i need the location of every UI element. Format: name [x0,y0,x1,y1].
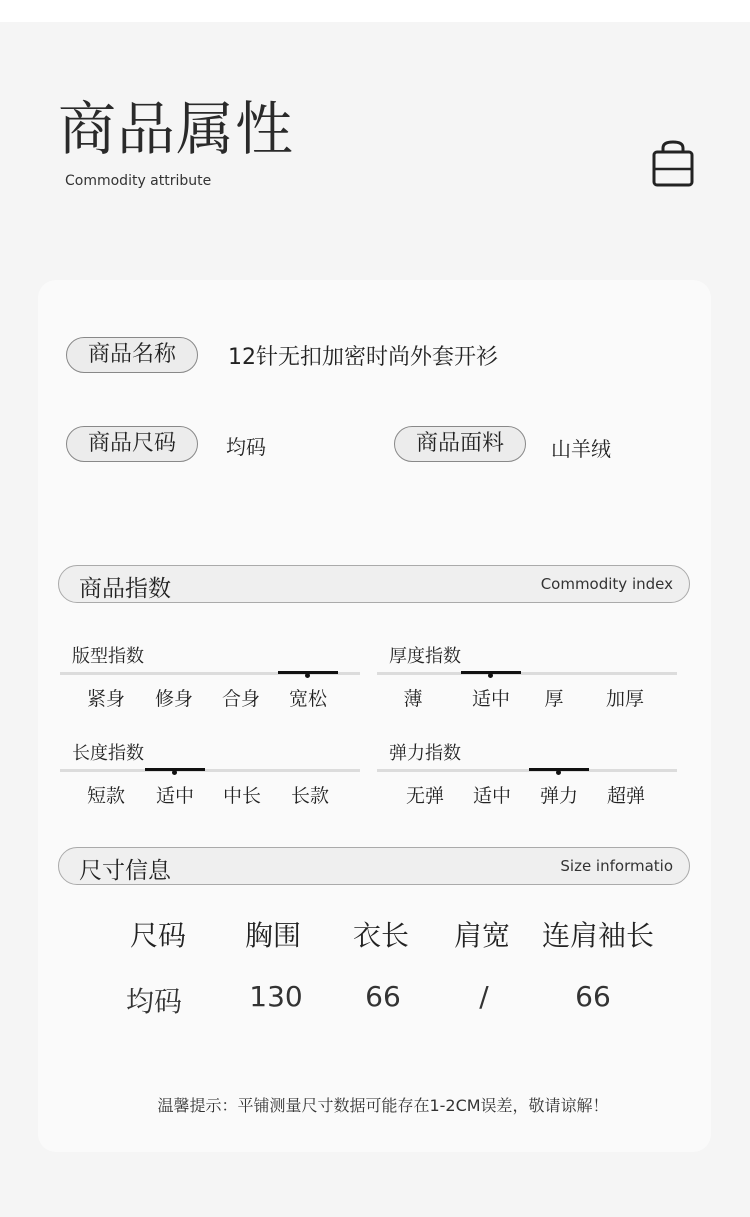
product-size-value: 均码 [226,435,266,459]
index-option: 适中 [472,785,511,807]
index-selected-marker [145,768,205,771]
size-table-cell: / [479,980,489,1013]
size-table-cell: 均码 [125,985,182,1018]
index-option: 紧身 [86,688,125,710]
product-fabric-value: 山羊绒 [551,437,611,461]
index-option: 宽松 [288,688,327,710]
product-fabric-label: 商品面料 [394,426,526,462]
index-group-label: 长度指数 [72,743,144,764]
index-scale-line [60,769,360,772]
index-option: 超弹 [606,785,645,807]
index-option: 中长 [222,785,261,807]
size-table-header: 衣长 [352,919,409,952]
size-table-header: 连肩袖长 [541,919,654,952]
index-option: 合身 [221,688,260,710]
shopping-bag-icon [650,140,696,190]
index-section-title-en: Commodity index [540,575,673,593]
index-section-title: 商品指数 [79,576,171,602]
index-option: 适中 [155,785,194,807]
size-section-title-en: Size informatio [560,857,673,875]
size-table-header: 肩宽 [453,919,510,952]
page-subtitle: Commodity attribute [65,173,212,189]
index-selected-marker [278,671,338,674]
index-option: 短款 [86,785,125,807]
page-title: 商品属性 [58,95,295,163]
index-option: 加厚 [605,688,644,710]
product-name-value: 12针无扣加密时尚外套开衫 [228,345,498,370]
index-option: 弹力 [539,785,578,807]
size-table-header: 尺码 [129,919,186,952]
index-scale-line [377,672,677,675]
size-section-bar [58,847,690,885]
index-selected-marker [461,671,521,674]
size-table-cell: 66 [365,980,401,1013]
index-scale-line [377,769,677,772]
product-name-label: 商品名称 [66,337,198,373]
size-section-title: 尺寸信息 [79,858,171,884]
index-option: 长款 [290,785,329,807]
product-size-label: 商品尺码 [66,426,198,462]
index-group-label: 弹力指数 [389,743,461,764]
index-option: 薄 [403,688,423,710]
index-selected-marker [529,768,589,771]
measurement-note: 温馨提示：平铺测量尺寸数据可能存在1-2CM误差，敬请谅解！ [157,1096,609,1115]
size-table-header: 胸围 [244,919,301,952]
index-group-label: 厚度指数 [389,646,461,667]
size-table-cell: 130 [249,980,303,1013]
index-option: 适中 [471,688,510,710]
size-table-cell: 66 [575,980,611,1013]
index-option: 修身 [154,688,193,710]
index-group-label: 版型指数 [72,646,144,667]
index-section-bar [58,565,690,603]
index-option: 厚 [544,688,564,710]
attribute-card [38,280,711,1152]
index-option: 无弹 [405,785,444,807]
